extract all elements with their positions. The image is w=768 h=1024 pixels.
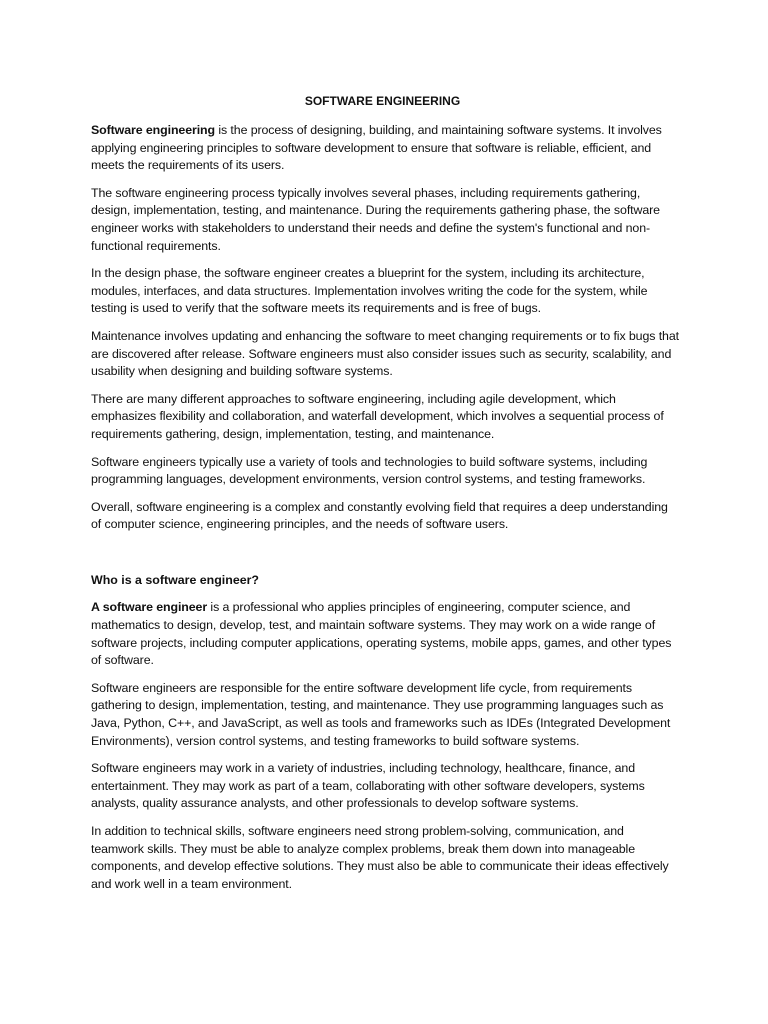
term-software-engineer: A software engineer <box>91 600 208 615</box>
paragraph-intro-text: is the process of designing, building, and maintaining software systems. It involves applying engineering principles to software development to ensure that software is reliable, efficient, and meets the requirements of its users. <box>91 123 662 173</box>
paragraph-skills: In addition to technical skills, software engineers need strong problem-solving, communication, and teamwork skills. They must be able to analyze complex problems, break them down into manageable components, and develop effective solutions. They must also be able to communicate their ideas effectively and work well in a team environment. <box>91 824 669 891</box>
paragraph-approaches: There are many different approaches to software engineering, including agile development, which emphasizes flexibility and collaboration, and waterfall development, which involves a sequential process of requirements gathering, design, implementation, testing, and maintenance. <box>91 391 664 441</box>
paragraph-intro <box>91 122 680 175</box>
paragraph-overall: Overall, software engineering is a complex and constantly evolving field that requires a deep understanding of computer science, engineering principles, and the needs of software users. <box>91 499 668 532</box>
paragraph-design: In the design phase, the software engineer creates a blueprint for the system, including its architecture, modules, interfaces, and data structures. Implementation involves writing the code for the system, while testing is used to verify that the software meets its requirements and is free of bugs. <box>91 266 648 316</box>
section-heading-who: Who is a software engineer? <box>91 572 259 587</box>
paragraph-tools: Software engineers typically use a variety of tools and technologies to build software systems, including programming languages, development environments, version control systems, and testing frameworks. <box>91 454 648 487</box>
paragraph-process: The software engineering process typically involves several phases, including requirements gathering, design, implementation, testing, and maintenance. During the requirements gathering phase, the software engineer works with stakeholders to understand their needs and define the system's functional and non-functional requirements. <box>91 185 660 253</box>
paragraph-industries: Software engineers may work in a variety of industries, including technology, healthcare, finance, and entertainment. They may work as part of a team, collaborating with other software developers, systems analysts, quality assurance analysts, and other professionals to develop software systems. <box>91 761 645 811</box>
paragraph-lifecycle: Software engineers are responsible for the entire software development life cycle, from requirements gathering to design, implementation, testing, and maintenance. They use programming languages such as Java, Python, C++, and JavaScript, as well as tools and frameworks such as IDEs (Integrated Development Environments), version control systems, and testing frameworks to build software systems. <box>91 680 671 748</box>
section-spacer <box>91 544 680 572</box>
document-title: SOFTWARE ENGINEERING <box>304 94 461 108</box>
paragraph-maintenance: Maintenance involves updating and enhancing the software to meet changing requirements or to fix bugs that are discovered after release. Software engineers must also consider issues such as security, scalability, and usability when designing and building software systems. <box>91 328 679 379</box>
paragraph-definition <box>91 599 680 669</box>
paragraph-definition-text: is a professional who applies principles of engineering, computer science, and mathematics to design, develop, test, and maintain software systems. They may work on a wide range of software projects, including computer applications, operating systems, mobile apps, games, and other types of software. <box>91 600 672 668</box>
term-software-engineering: Software engineering <box>91 123 215 137</box>
